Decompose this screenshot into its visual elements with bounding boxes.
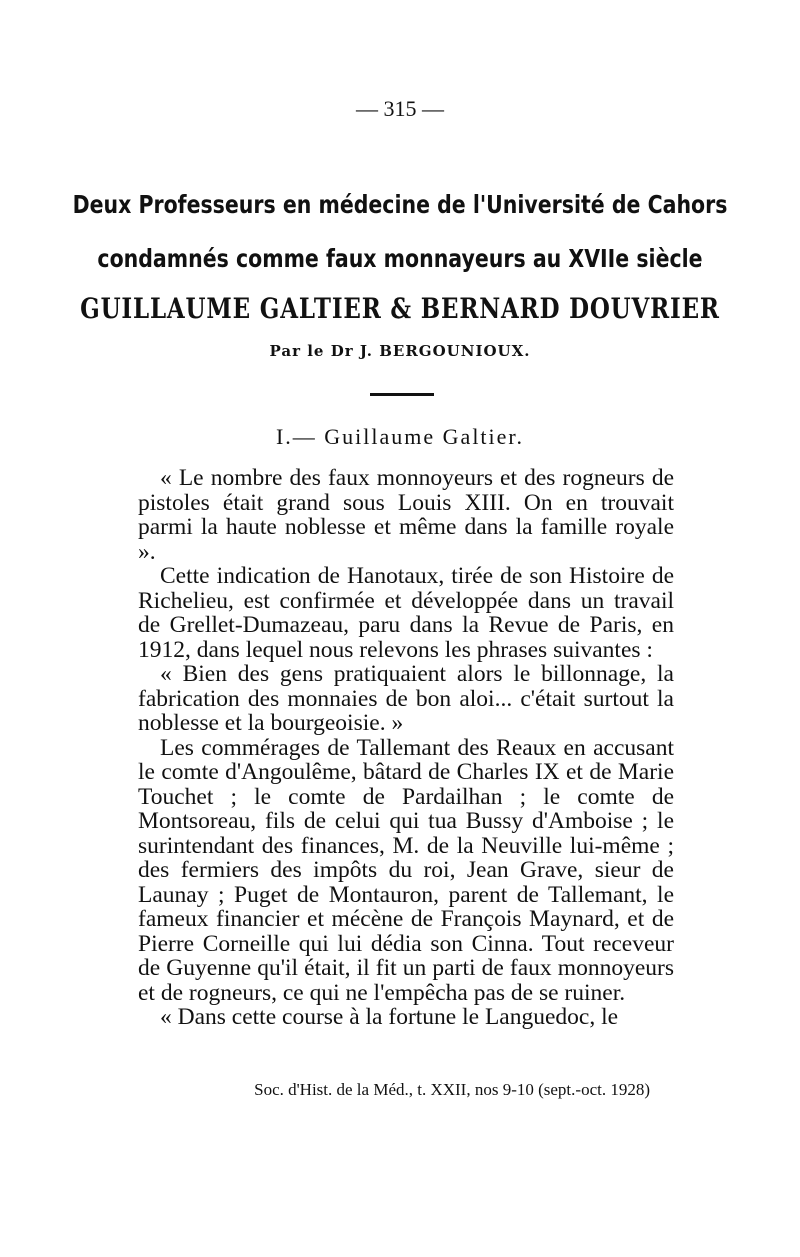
section-heading: I.— Guillaume Galtier. <box>275 424 525 449</box>
paragraph: « Le nombre des faux monnoyeurs et des rogneurs de pistoles était grand sous Louis XIII. On en trouvait parmi la haute noblesse et même dans la famille royale ». <box>138 465 674 565</box>
page-number: — 315 — <box>356 96 444 121</box>
paragraph: Les commérages de Tallemant des Reaux en accusant le comte d'Angoulême, bâtard de Charles IX et de Marie Touchet ; le comte de Pardailhan ; le comte de Montsoreau, fils de celui qui tua Bussy d'Amboise ; le surintendant des finances, M. de la Neuville lui-même ; des fermiers des impôts du roi, Jean Grave, sieur de Launay ; Puget de Montauron, parent de Tallemant, le fameux financier et mécène de François Maynard, et de Pierre Corneille qui lui dédia son Cinna. Tout receveur de Guyenne qu'il était, il fit un parti de faux monnoyeurs et de rogneurs, ce qui ne l'empêcha pas de se ruiner. <box>138 734 674 1006</box>
body-text <box>138 466 674 1030</box>
author-line: Par le Dr J. BERGOUNIOUX. <box>269 342 531 360</box>
article-title-names: GUILLAUME GALTIER & BERNARD DOUVRIER <box>80 292 720 325</box>
paragraph: « Bien des gens pratiquaient alors le billonnage, la fabrication des monnaies de bon aloi... c'était surtout la noblesse et la bourgeoisie. » <box>138 661 674 736</box>
paragraph: Cette indication de Hanotaux, tirée de son Histoire de Richelieu, est confirmée et développée dans un travail de Grellet-Dumazeau, paru dans la Revue de Paris, en 1912, dans lequel nous relevons les phrases suivantes : <box>138 563 674 663</box>
title-divider <box>370 393 434 396</box>
article-title-line-1: Deux Professeurs en médecine de l'Université de Cahors <box>72 190 728 219</box>
article-title-line-2: condamnés comme faux monnayeurs au XVIIe siècle <box>97 244 703 273</box>
paragraph: « Dans cette course à la fortune le Languedoc, le <box>160 1004 619 1030</box>
footer-citation: Soc. d'Hist. de la Méd., t. XXII, nos 9-10 (sept.-oct. 1928) <box>254 1080 650 1099</box>
